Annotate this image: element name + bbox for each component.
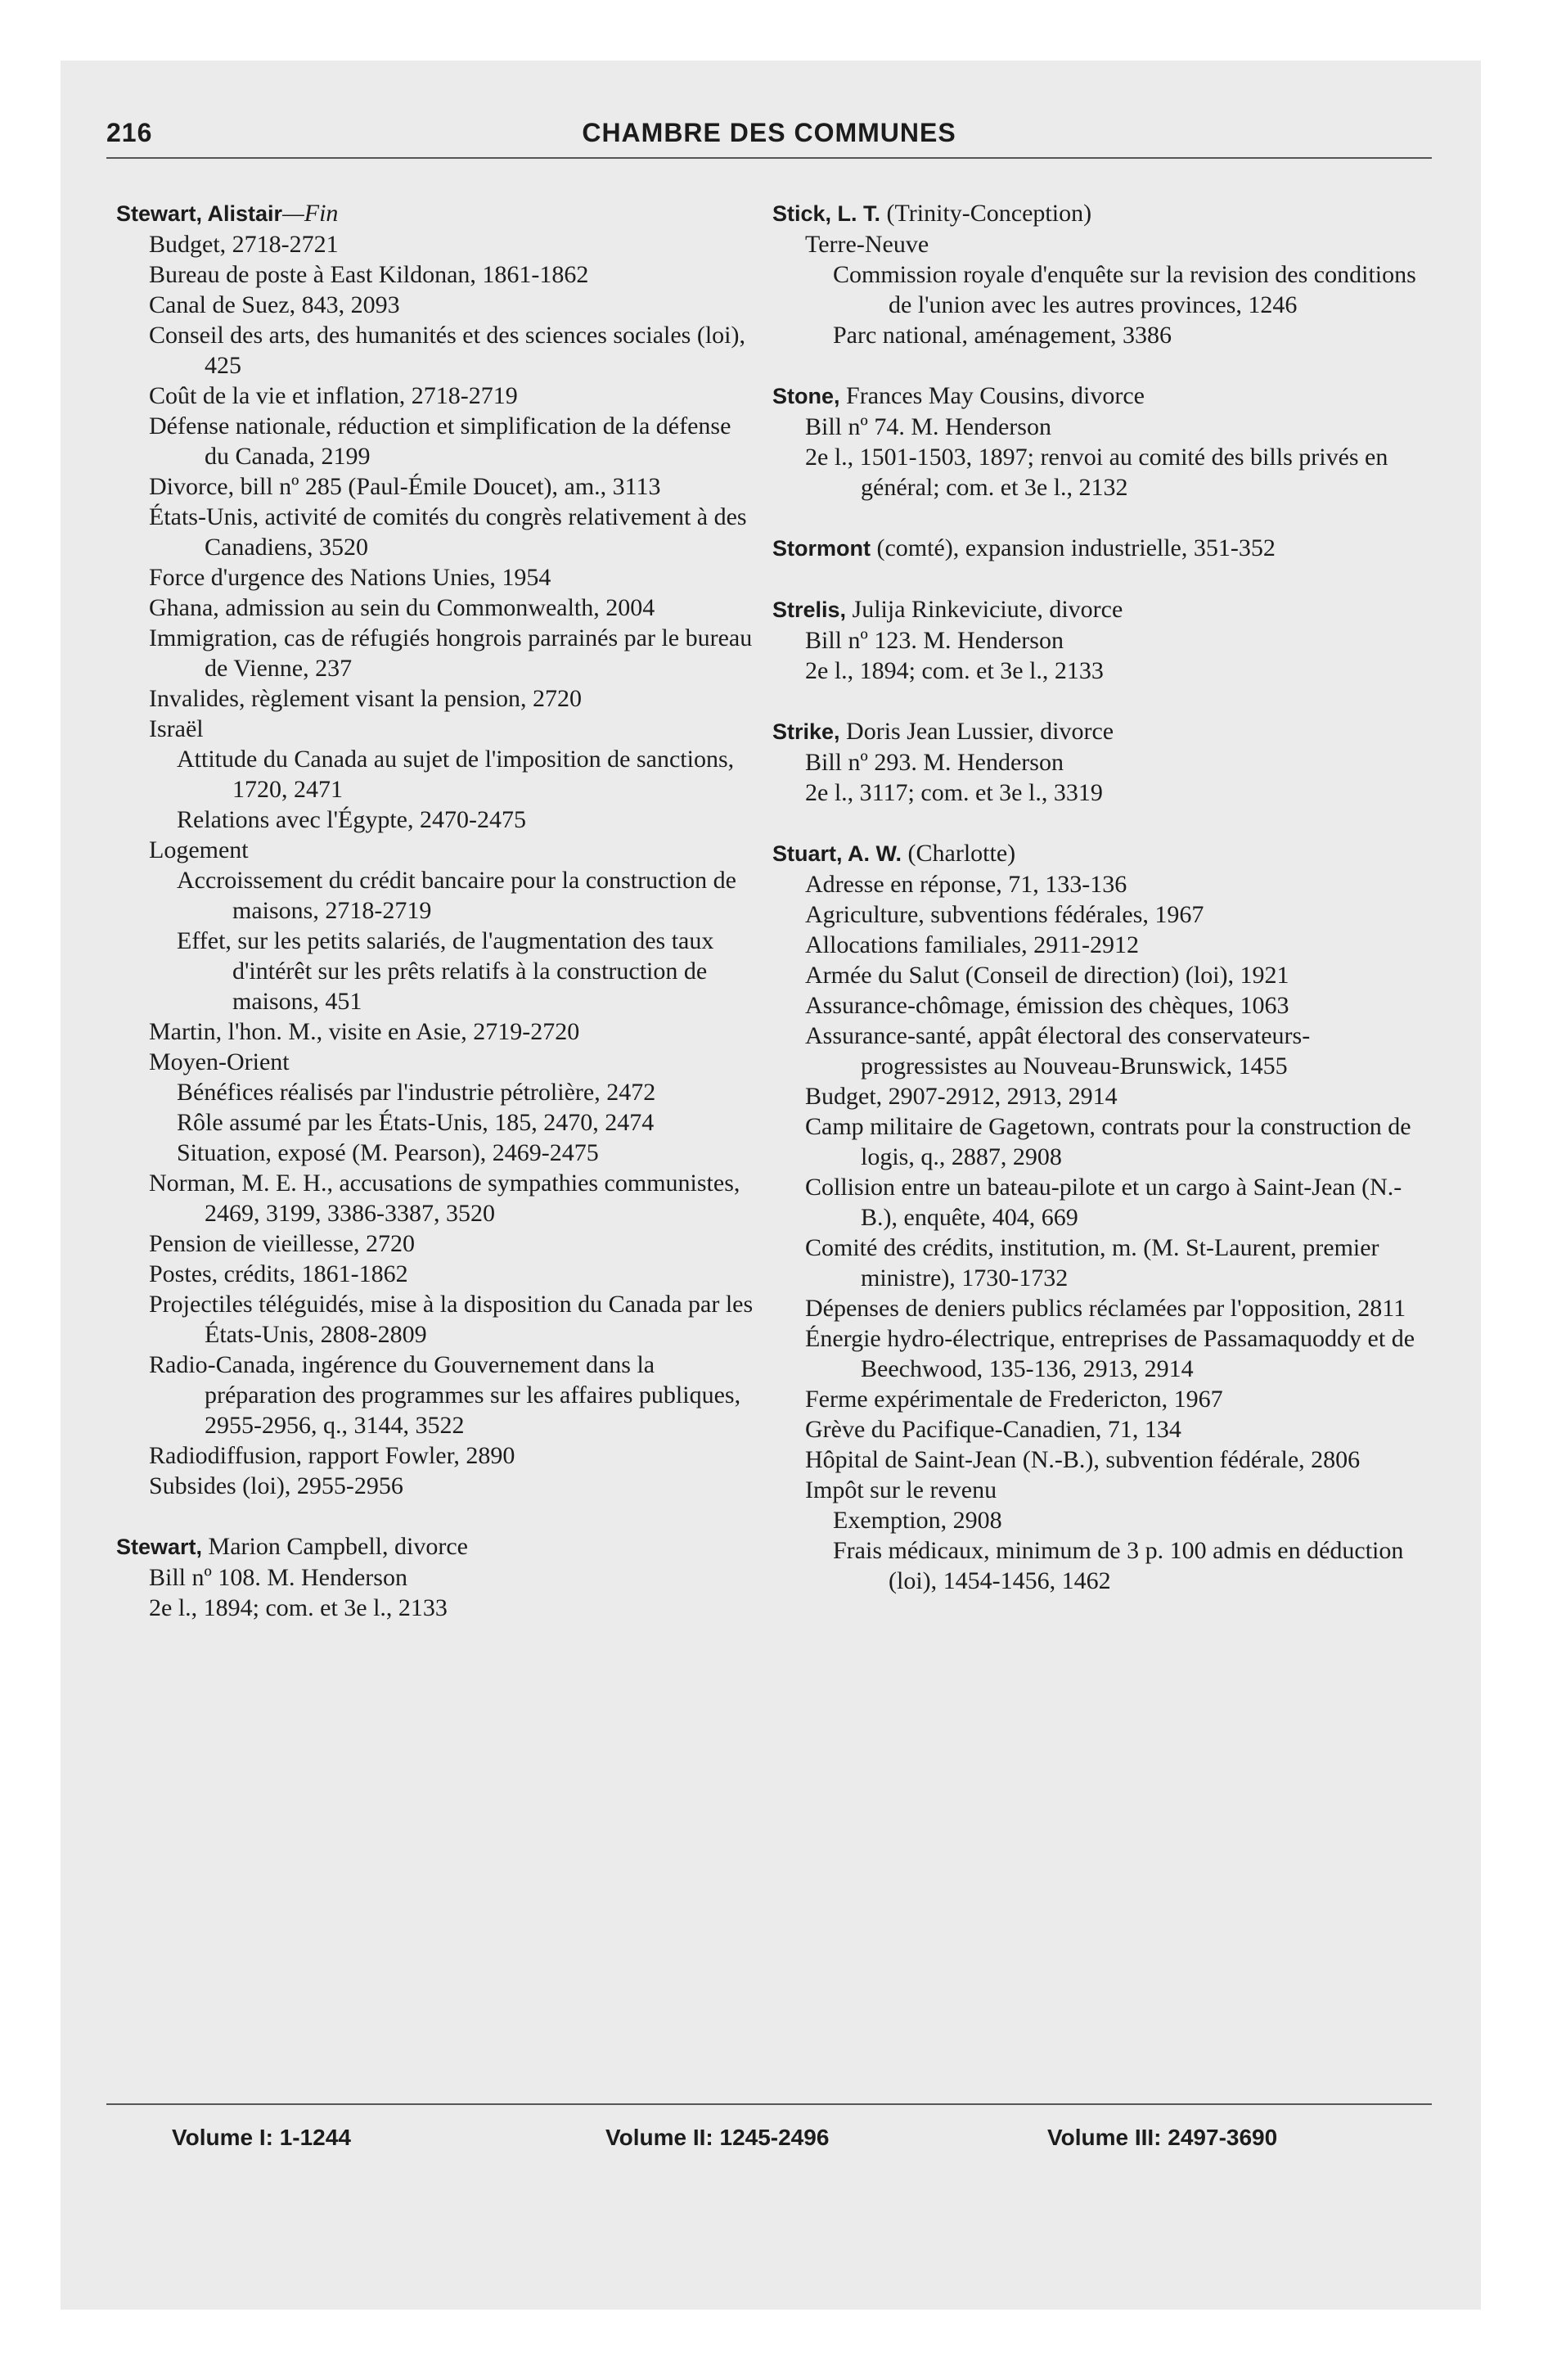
index-entry-stone [772,381,1432,503]
index-entry-strike [772,716,1432,808]
subentry: Impôt sur le revenu [805,1476,997,1503]
subentry: Postes, crédits, 1861-1862 [149,1260,408,1287]
page-footer [106,2125,1432,2157]
entry-heading-rest: (Trinity-Conception) [880,200,1092,227]
subentry: Bill nº 123. M. Henderson [805,627,1064,654]
index-entry-stormont [772,533,1432,564]
subentry: Hôpital de Saint-Jean (N.-B.), subvention fédérale, 2806 [805,1446,1361,1473]
index-entry-stick [772,198,1432,350]
subentry: Norman, M. E. H., accusations de sympathies communistes, 2469, 3199, 3386-3387, 3520 [149,1170,740,1227]
entry-heading-name: Stuart, A. W. [772,841,902,866]
entry-heading-name: Stormont [772,536,871,561]
subentry: Logement [149,836,249,863]
subentry: Assurance-chômage, émission des chèques, 1063 [805,992,1289,1019]
subentry: Radiodiffusion, rapport Fowler, 2890 [149,1442,515,1469]
subentry: Force d'urgence des Nations Unies, 1954 [149,564,551,591]
subentry: Ghana, admission au sein du Commonwealth, 2004 [149,594,655,621]
entry-heading-rest: Marion Campbell, divorce [202,1533,468,1560]
sub-subentry: Situation, exposé (M. Pearson), 2469-2475 [177,1139,599,1166]
subentry: Dépenses de deniers publics réclamées par l'opposition, 2811 [805,1295,1406,1322]
right-column [772,198,1432,1626]
entry-heading-rest: Julija Rinkeviciute, divorce [846,596,1123,623]
page-header [106,118,1432,156]
index-entry-stewart-marion [116,1531,754,1623]
sub-subentry: Frais médicaux, minimum de 3 p. 100 admis en déduction (loi), 1454-1456, 1462 [833,1537,1404,1594]
subentry: Pension de vieillesse, 2720 [149,1230,415,1257]
subentry: Projectiles téléguidés, mise à la disposition du Canada par les États-Unis, 2808-2809 [149,1291,754,1348]
index-entry-stewart-alistair [116,198,754,1501]
sub-subentry: Accroissement du crédit bancaire pour la construction de maisons, 2718-2719 [177,867,736,924]
subentry: Grève du Pacifique-Canadien, 71, 134 [805,1416,1181,1443]
index-entry-stuart [772,838,1432,1596]
sub-subentry: Rôle assumé par les États-Unis, 185, 2470, 2474 [177,1109,655,1136]
entry-heading-name: Stewart, [116,1535,203,1559]
subentry: 2e l., 3117; com. et 3e l., 3319 [805,779,1103,806]
index-entry-strelis [772,594,1432,686]
entry-heading-rest: (Charlotte) [902,840,1016,867]
subentry: Armée du Salut (Conseil de direction) (loi), 1921 [805,962,1289,989]
subentry: Bureau de poste à East Kildonan, 1861-1862 [149,261,589,288]
subentry: Radio-Canada, ingérence du Gouvernement dans la préparation des programmes sur les affaires publiques, 2955-2956, q., 3144, 3522 [149,1351,741,1439]
subentry: Bill nº 293. M. Henderson [805,749,1064,776]
subentry: Coût de la vie et inflation, 2718-2719 [149,382,518,409]
subentry: Collision entre un bateau-pilote et un cargo à Saint-Jean (N.-B.), enquête, 404, 669 [805,1174,1402,1231]
subentry: Martin, l'hon. M., visite en Asie, 2719-2720 [149,1018,580,1045]
entry-heading-name: Stewart, Alistair [116,201,283,226]
sub-subentry: Relations avec l'Égypte, 2470-2475 [177,806,526,833]
sub-subentry: Effet, sur les petits salariés, de l'augmentation des taux d'intérêt sur les prêts relatifs à la construction de maisons, 451 [177,927,714,1015]
entry-heading-suffix: —Fin [282,200,339,227]
volume-3-range: Volume III: 2497-3690 [1047,2125,1278,2150]
subentry: Israël [149,715,204,742]
sub-subentry: Bénéfices réalisés par l'industrie pétrolière, 2472 [177,1079,656,1106]
subentry: Immigration, cas de réfugiés hongrois parrainés par le bureau de Vienne, 237 [149,624,753,682]
subentry: Bill nº 108. M. Henderson [149,1564,407,1591]
subentry: Invalides, règlement visant la pension, 2720 [149,685,583,712]
subentry: Divorce, bill nº 285 (Paul-Émile Doucet), am., 3113 [149,473,661,500]
volume-2-range: Volume II: 1245-2496 [605,2125,830,2150]
subentry: Énergie hydro-électrique, entreprises de Passamaquoddy et de Beechwood, 135-136, 2913, 2914 [805,1325,1415,1382]
subentry: Budget, 2907-2912, 2913, 2914 [805,1083,1118,1110]
entry-heading-name: Stone, [772,384,840,408]
running-title: CHAMBRE DES COMMUNES [582,118,956,147]
subentry: États-Unis, activité de comités du congrès relativement à des Canadiens, 3520 [149,503,747,561]
subentry: Adresse en réponse, 71, 133-136 [805,871,1127,898]
subentry: Conseil des arts, des humanités et des sciences sociales (loi), 425 [149,322,745,379]
subentry: Allocations familiales, 2911-2912 [805,931,1139,958]
subentry: 2e l., 1501-1503, 1897; renvoi au comité des bills privés en général; com. et 3e l., 2132 [805,444,1388,501]
entry-heading-name: Strelis, [772,597,847,622]
entry-heading-name: Stick, L. T. [772,201,881,226]
subentry: Subsides (loi), 2955-2956 [149,1472,403,1499]
sub-subentry: Parc national, aménagement, 3386 [833,322,1172,349]
page-sheet [61,61,1481,2310]
subentry: Bill nº 74. M. Henderson [805,413,1051,440]
entry-heading-rest: (comté), expansion industrielle, 351-352 [870,534,1276,561]
subentry: Défense nationale, réduction et simplification de la défense du Canada, 2199 [149,412,731,470]
subentry: Moyen-Orient [149,1048,290,1075]
left-column [116,198,754,1653]
volume-1-range: Volume I: 1-1244 [172,2125,351,2150]
subentry: Camp militaire de Gagetown, contrats pour la construction de logis, q., 2887, 2908 [805,1113,1411,1170]
footer-rule [106,2103,1432,2105]
sub-subentry: Commission royale d'enquête sur la revision des conditions de l'union avec les autres provinces, 1246 [833,261,1416,318]
subentry: Terre-Neuve [805,231,929,258]
subentry: Canal de Suez, 843, 2093 [149,291,400,318]
subentry: Comité des crédits, institution, m. (M. St-Laurent, premier ministre), 1730-1732 [805,1234,1379,1291]
entry-heading-rest: Frances May Cousins, divorce [839,382,1145,409]
entry-heading-name: Strike, [772,719,840,744]
subentry: 2e l., 1894; com. et 3e l., 2133 [149,1594,448,1621]
subentry: Budget, 2718-2721 [149,231,339,258]
subentry: Agriculture, subventions fédérales, 1967 [805,901,1204,928]
subentry: Ferme expérimentale de Fredericton, 1967 [805,1386,1223,1413]
sub-subentry: Exemption, 2908 [833,1507,1002,1534]
subentry: Assurance-santé, appât électoral des conservateurs-progressistes au Nouveau-Brunswick, 1455 [805,1022,1311,1080]
entry-heading-rest: Doris Jean Lussier, divorce [839,718,1114,745]
header-rule [106,157,1432,159]
subentry: 2e l., 1894; com. et 3e l., 2133 [805,657,1104,684]
sub-subentry: Attitude du Canada au sujet de l'imposition de sanctions, 1720, 2471 [177,746,735,803]
page-number: 216 [106,118,153,147]
